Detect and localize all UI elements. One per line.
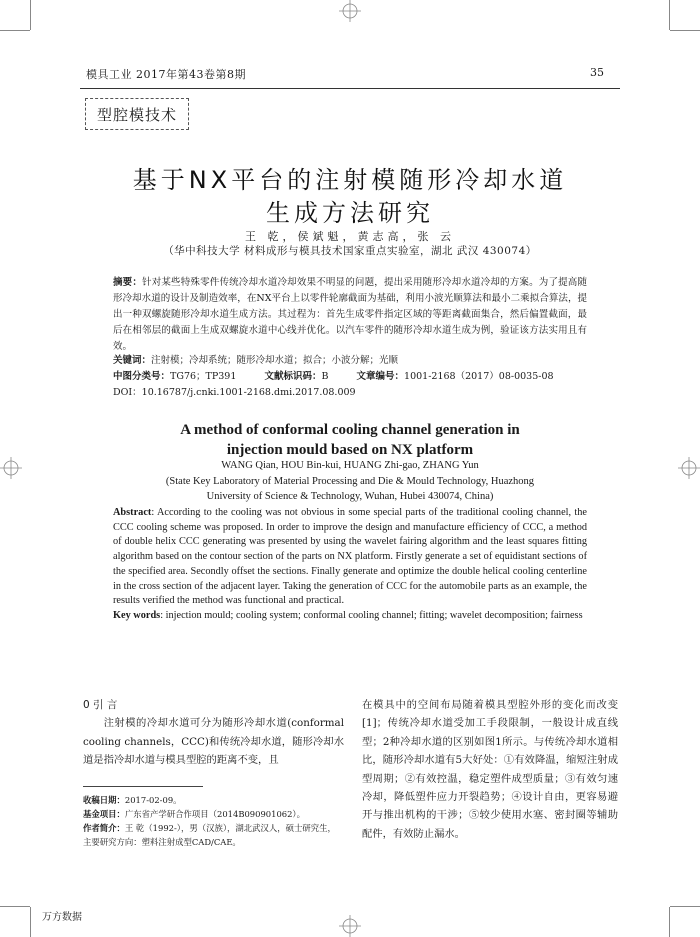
clc-label: 中图分类号： xyxy=(113,371,171,382)
affiliation-cn: （华中科技大学 材料成形与模具技术国家重点实验室，湖北 武汉 430074） xyxy=(163,245,537,257)
abstract-en-text: : According to the cooling was not obvious in some special parts of the traditional cooling channel, the CCC cooling scheme was proposed. In order to improve the design and manufacture efficiency of CCC, a method of double helix CCC generating was presented by using the wavelet fairing algorithm and the least squares fitting algorithm based on the contour section of the parts on NX platform. Firstly generate a set of equidistant sections of the specified area. Secondly offset the sections. Finally generate and optimize the double helical cooling centerline in the cross section of the adjacent layer. Taking the generation of CCC for the automobile parts as an example, the results verified the method was functional and practical. xyxy=(113,507,587,607)
crop-mark xyxy=(0,30,30,31)
doc-code-label: 文献标识码： xyxy=(264,371,322,382)
abstract-en xyxy=(113,506,587,624)
section-heading: 0 引 言 xyxy=(83,699,118,711)
doc-code-value: B xyxy=(321,371,329,382)
authors-en: WANG Qian, HOU Bin-kui, HUANG Zhi-gao, ZHANG Yun xyxy=(221,460,479,471)
keywords-cn-text: 注射模；冷却系统；随形冷却水道；拟合；小波分解；光顺 xyxy=(151,355,399,366)
authors-cn: 王 乾，侯斌魁，黄志高，张 云 xyxy=(245,230,455,243)
crop-mark xyxy=(669,0,670,30)
crop-mark xyxy=(30,0,31,30)
page-number: 35 xyxy=(590,66,604,79)
affiliation-en-line2: University of Science & Technology, Wuhan, Hubei 430074, China) xyxy=(206,491,494,502)
author-bio-label: 作者简介： xyxy=(83,823,125,833)
crop-mark xyxy=(30,907,31,937)
right-column-text: 在模具中的空间布局随着模具型腔外形的变化而改变[1]；传统冷却水道受加工手段限制，一般设计成直线型；2种冷却水道的区别如图1所示。与传统冷却水道相比，随形冷却水道有5大好处：①有效降温，缩短注射成型周期；②有效控温，稳定塑件成型质量；③有效匀速冷却，降低塑件应力开裂趋势；④设计自由，更容易避开与推出机构的干涉；⑤较少使用水塞、密封圈等辅助配件，有效防止漏水。 xyxy=(362,699,618,840)
keywords-en-text: : injection mould; cooling system; conformal cooling channel; fitting; wavelet decomposition; fairness xyxy=(160,609,583,621)
crop-mark xyxy=(669,907,670,937)
title-cn-line2: 生成方法研究 xyxy=(266,199,434,227)
crop-mark xyxy=(0,906,30,907)
received-date: 2017-02-09。 xyxy=(124,795,182,805)
watermark: 万方数据 xyxy=(42,912,82,923)
article-no-value: 1001-2168（2017）08-0035-08 xyxy=(404,371,554,382)
clc-value: TG76；TP391 xyxy=(170,371,237,382)
keywords-cn-label: 关键词： xyxy=(113,355,152,366)
abstract-cn xyxy=(113,275,587,355)
title-cn-line1: 基于NX平台的注射模随形冷却水道 xyxy=(132,166,568,194)
footnotes xyxy=(83,793,343,849)
registration-mark-top xyxy=(339,0,361,22)
classification-line xyxy=(113,369,587,385)
article-no-label: 文章编号： xyxy=(356,371,405,382)
title-en-line2: injection mould based on NX platform xyxy=(226,442,474,458)
footnote-rule xyxy=(83,786,203,787)
abstract-cn-label: 摘要： xyxy=(113,277,143,288)
fund-label: 基金项目： xyxy=(83,809,125,819)
affiliation-en xyxy=(0,474,700,504)
keywords-en-label: Key words xyxy=(113,609,161,621)
fund-text: 广东省产学研合作项目（2014B090901062）。 xyxy=(124,809,305,819)
left-column-text: 注射模的冷却水道可分为随形冷却水道(conformal cooling channels，CCC)和传统冷却水道，随形冷却水道是指冷却水道与模具型腔的距离不变，且 xyxy=(83,717,344,767)
received-label: 收稿日期： xyxy=(83,795,125,805)
title-en-line1: A method of conformal cooling channel generation in xyxy=(180,422,520,438)
left-column xyxy=(83,696,344,770)
registration-mark-bottom xyxy=(339,915,361,937)
crop-mark xyxy=(670,906,700,907)
affiliation-en-line1: (State Key Laboratory of Material Processing and Die & Mould Technology, Huazhong xyxy=(165,476,535,487)
doi: DOI：10.16787/j.cnki.1001-2168.dmi.2017.08.009 xyxy=(113,387,356,398)
column-tag: 型腔模技术 xyxy=(85,98,189,130)
keywords-cn xyxy=(113,353,587,369)
crop-mark xyxy=(670,30,700,31)
journal-header: 模具工业 2017年第43卷第8期 xyxy=(86,68,246,81)
header-rule xyxy=(80,88,620,89)
abstract-cn-text: 针对某些特殊零件传统冷却水道冷却效果不明显的问题，提出采用随形冷却水道冷却的方案。为了提高随形冷却水道的设计及制造效率，在NX平台上以零件轮廓截面为基础，利用小波光顺算法和最小二乘拟合算法，提出一种双螺旋随形冷却水道生成方法。其过程为：首先生成零件指定区域的等距离截面集合，然后偏置截面，最后在相邻层的截面上生成双螺旋水道中心线并优化。以汽车零件的随形冷却水道生成为例，验证该方法实用且有效。 xyxy=(113,277,587,352)
author-bio-text: 王 乾（1992-），男（汉族），湖北武汉人，硕士研究生，主要研究方向：塑料注射成型CAD/CAE。 xyxy=(83,823,336,847)
abstract-en-label: Abstract xyxy=(113,507,152,518)
